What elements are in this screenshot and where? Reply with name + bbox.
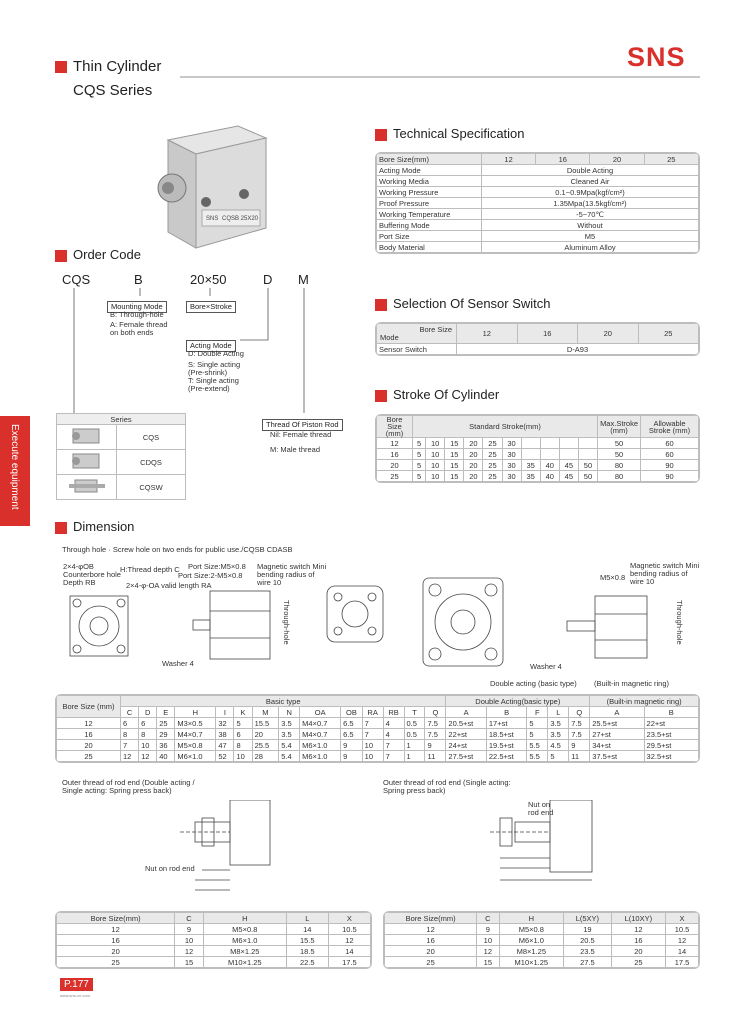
table-row: CQSW xyxy=(57,475,186,500)
order-code-heading: Order Code xyxy=(55,247,141,262)
table-row: 12 5 10 15 20 25 30 50 60 xyxy=(377,438,699,449)
series-title: CQS Series xyxy=(73,82,153,99)
mount-a-note: A: Female thread on both ends xyxy=(110,320,168,337)
dim-col-header: OB xyxy=(341,707,363,718)
rod-col-header: X xyxy=(666,913,699,924)
dimension-table: Bore Size (mm) Basic type Double Acting(basic type) (Built-in magnetic ring) C D E H I K M N OA OB RA RB T Q A B F L Q A B 12 6 6 25 M3×0.5 32 5 15.5 3.5 M4×0.7 6.5 7 4 0.5 7.5 20.5+st 17+st 5 3.5 7.5 25.5+st 22+st 16 8 8 29 M4×0.7 38 6 20 3.5 M4×0.7 6.5 7 4 0.5 7.5 22+st 18.5+st 5 3.5 7.5 27+st 23.5+st 20 7 10 36 M5×0.8 47 8 25.5 5.4 M6×1.0 9 10 7 1 9 24+st 19.5+st 5.5 4.5 9 34+st 29.5+st 25 12 12 40 M6×1.0 52 10 28 5.4 M6×1.0 9 10 7 1 11 27.5+st 22.5+st 5.5 5 11 37.5+st 32.5+st xyxy=(55,694,700,763)
table-row: 25 15 M10×1.25 27.5 25 17.5 xyxy=(385,957,699,968)
dim-col-header: H xyxy=(175,707,216,718)
dim-col-header: F xyxy=(527,707,548,718)
th-bore: Bore Size(mm) xyxy=(377,154,482,165)
cqs-thumb-icon xyxy=(67,426,107,446)
table-row: 16 10 M6×1.0 20.5 16 12 xyxy=(385,935,699,946)
dim-col-header: T xyxy=(404,707,425,718)
page-title: Thin Cylinder xyxy=(55,58,161,75)
cqsw-thumb-icon xyxy=(67,476,107,496)
act-s-note: S: Single acting (Pre-shrink) xyxy=(188,360,241,377)
dim-col-header: Q xyxy=(425,707,446,718)
label-m5: M5×0.8 xyxy=(600,573,626,582)
acting-mode-box: Acting Mode xyxy=(186,335,236,353)
label-ob: 2×4-φOB Counterbore hole Depth RB xyxy=(63,562,121,587)
act-t-note: T: Single acting (Pre-extend) xyxy=(188,376,239,393)
dim-col-header: L xyxy=(548,707,569,718)
act-d-note: D: Double Acting xyxy=(188,349,244,358)
page-number: P.177 xyxy=(60,978,93,991)
rod-double-drawing xyxy=(140,800,280,900)
dim-col-header: I xyxy=(216,707,234,718)
label-port2: Port Size:2-M5×0.8 xyxy=(178,571,243,580)
rod-col-header: Bore Size(mm) xyxy=(385,913,477,924)
table-row: Buffering Mode Without xyxy=(377,220,699,231)
thread-box: Thread Of Piston Rod xyxy=(262,414,343,432)
thr-m-note: M: Male thread xyxy=(270,445,321,454)
rod-double-caption: Outer thread of rod end (Double acting / Single acting: Spring press back) xyxy=(62,778,195,795)
label-port: Port Size:M5×0.8 xyxy=(188,562,246,571)
dim-col-header: M xyxy=(252,707,279,718)
rod-col-header: L(5XY) xyxy=(564,913,611,924)
rod-col-header: X xyxy=(328,913,370,924)
dim-col-header: C xyxy=(121,707,139,718)
rod-single-nut: Nut on rod end xyxy=(528,800,554,817)
th-12: 12 xyxy=(482,154,536,165)
rod-col-header: L(10XY) xyxy=(611,913,665,924)
dim-col-header: A xyxy=(446,707,486,718)
dimension-heading: Dimension xyxy=(55,519,134,534)
page-fine-print: www.sns-cn.com xyxy=(60,993,91,998)
table-row: Sensor Switch D-A93 xyxy=(377,344,699,355)
rod-single-table xyxy=(383,911,700,969)
tech-spec-heading: Technical Specification xyxy=(375,126,525,141)
dimension-subtitle: Through hole · Screw hole on two ends for public use./CQSB CDASB xyxy=(62,545,293,554)
dim-col-header: E xyxy=(157,707,175,718)
rod-col-header: C xyxy=(175,913,204,924)
table-row: Body Material Aluminum Alloy xyxy=(377,242,699,253)
mount-b-note: B: Through-hole xyxy=(110,310,164,319)
table-row: Port Size M5 xyxy=(377,231,699,242)
label-through: Through-hole xyxy=(282,600,291,645)
table-row: 20 12 M8×1.25 18.5 14 xyxy=(57,946,371,957)
table-row: 12 9 M5×0.8 19 12 10.5 xyxy=(385,924,699,935)
rod-col-header: H xyxy=(203,913,286,924)
table-row: 25 12 12 40 M6×1.0 52 10 28 5.4 M6×1.0 9 10 7 1 11 27.5+st 22.5+st 5.5 5 11 37.5+st 32.5+st xyxy=(57,751,699,762)
product-label-brand: SNS xyxy=(206,216,219,222)
table-row: 25 5 10 15 20 25 30 35 40 45 50 80 90 xyxy=(377,471,699,482)
label-oa: 2×4-φ-OA valid length RA xyxy=(126,581,212,590)
table-row: Acting Mode Double Acting xyxy=(377,165,699,176)
dim-col-header: Q xyxy=(569,707,590,718)
code-bore-stroke: 20×50 xyxy=(190,272,227,287)
mounting-mode-box: Mounting Mode xyxy=(107,296,167,314)
table-row: 12 6 6 25 M3×0.5 32 5 15.5 3.5 M4×0.7 6.5 7 4 0.5 7.5 20.5+st 17+st 5 3.5 7.5 25.5+st 22+st xyxy=(57,718,699,729)
rod-single-caption: Outer thread of rod end (Single acting: Spring press back) xyxy=(383,778,511,795)
table-row: Working Pressure 0.1~0.9Mpa(kgf/cm²) xyxy=(377,187,699,198)
code-d: D xyxy=(263,272,273,287)
side-tab-label: Execute equipment xyxy=(9,424,20,510)
table-row: 20 7 10 36 M5×0.8 47 8 25.5 5.4 M6×1.0 9 10 7 1 9 24+st 19.5+st 5.5 4.5 9 34+st 29.5+st xyxy=(57,740,699,751)
rod-col-header: C xyxy=(477,913,499,924)
table-row: 16 10 M6×1.0 15.5 12 xyxy=(57,935,371,946)
code-cqs: CQS xyxy=(62,272,91,287)
brand-logo: SNS xyxy=(627,42,686,72)
th-25: 25 xyxy=(644,154,698,165)
label-h-thread: H:Thread depth C xyxy=(120,565,180,574)
caption-builtin: (Built-in magnetic ring) xyxy=(594,679,670,688)
table-row: 16 8 8 29 M4×0.7 38 6 20 3.5 M4×0.7 6.5 7 4 0.5 7.5 22+st 18.5+st 5 3.5 7.5 27+st 23.5+st xyxy=(57,729,699,740)
table-row: 12 9 M5×0.8 14 10.5 xyxy=(57,924,371,935)
table-row: 20 12 M8×1.25 23.5 20 14 xyxy=(385,946,699,957)
table-row: Working Media Cleaned Air xyxy=(377,176,699,187)
th-20: 20 xyxy=(590,154,644,165)
dim-col-header: B xyxy=(486,707,526,718)
table-row: Proof Pressure 1.35Mpa(13.5kgf/cm²) xyxy=(377,198,699,209)
sensor-heading: Selection Of Sensor Switch xyxy=(375,296,551,311)
table-row: CDQS xyxy=(57,450,186,475)
bore-stroke-box: Bore×Stroke xyxy=(186,296,236,314)
label-through2: Through-hole xyxy=(675,600,684,645)
table-row: 25 15 M10×1.25 22.5 17.5 xyxy=(57,957,371,968)
caption-double: Double acting (basic type) xyxy=(490,679,577,688)
stroke-table: Bore Size (mm) Standard Stroke(mm) Max.Stroke (mm) Allowable Stroke (mm) 12 5 10 15 20 25 30 50 60 16 5 10 15 20 25 30 50 60 20 5 10 15 20 25 30 35 40 45 50 80 90 25 5 10 15 20 25 30 35 40 45 50 80 90 xyxy=(375,414,700,483)
dim-col-header: OA xyxy=(300,707,341,718)
rod-col-header: Bore Size(mm) xyxy=(57,913,175,924)
label-washer: Washer 4 xyxy=(162,659,194,668)
dim-col-header: N xyxy=(279,707,300,718)
dim-col-header: A xyxy=(590,707,644,718)
sensor-corner: Bore Size Mode xyxy=(377,324,457,344)
label-washer2: Washer 4 xyxy=(530,662,562,671)
label-mag: Magnetic switch Mini bending radius of wire 10 xyxy=(257,562,327,587)
rod-col-header: H xyxy=(499,913,564,924)
table-row: 16 5 10 15 20 25 30 50 60 xyxy=(377,449,699,460)
dim-col-header: D xyxy=(139,707,157,718)
table-row: 20 5 10 15 20 25 30 35 40 45 50 80 90 xyxy=(377,460,699,471)
dim-col-header: B xyxy=(644,707,698,718)
sensor-table: Bore Size Mode 12 16 20 25 Sensor Switch D-A93 xyxy=(375,322,700,356)
table-row: Working Temperature -5~70℃ xyxy=(377,209,699,220)
dim-col-header: RB xyxy=(383,707,404,718)
rod-col-header: L xyxy=(286,913,328,924)
code-m: M xyxy=(298,272,309,287)
dim-col-header: RA xyxy=(362,707,383,718)
label-mag2: Magnetic switch Mini bending radius of wire 10 xyxy=(630,561,700,586)
rod-double-nut: Nut on rod end xyxy=(145,864,195,873)
product-label-model: CQSB 25X20 xyxy=(222,216,259,222)
section-marker-icon xyxy=(55,522,67,534)
rod-double-table xyxy=(55,911,372,969)
thr-nil-note: Nil: Female thread xyxy=(270,430,332,439)
th-16: 16 xyxy=(536,154,590,165)
cdqs-thumb-icon xyxy=(67,451,107,471)
stroke-heading: Stroke Of Cylinder xyxy=(375,387,499,402)
code-b: B xyxy=(134,272,143,287)
table-row: CQS xyxy=(57,425,186,450)
dim-col-header: K xyxy=(234,707,252,718)
series-table: Series CQS CDQS CQSW xyxy=(56,413,186,500)
